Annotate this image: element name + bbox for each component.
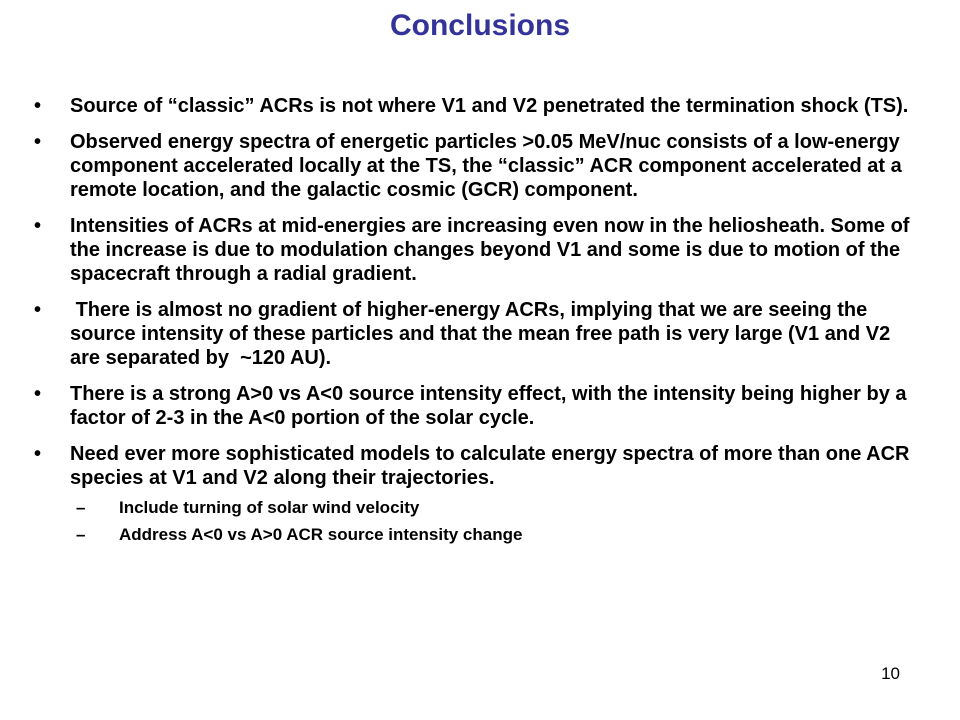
bullet-text: Source of “classic” ACRs is not where V1 and V2 penetrated the termination shock (TS). xyxy=(70,95,909,117)
bullet-item xyxy=(34,130,914,202)
bullet-item xyxy=(34,94,914,118)
slide-title: Conclusions xyxy=(389,9,570,42)
bullet-text: Need ever more sophisticated models to calculate energy spectra of more than one ACR species at V1 and V2 along their trajectories. xyxy=(70,443,910,489)
page-number: 10 xyxy=(881,664,900,683)
bullet-item xyxy=(34,214,914,286)
bullet-marker: • xyxy=(34,215,42,237)
bullet-marker: • xyxy=(34,383,42,405)
sub-bullet-item xyxy=(76,521,914,548)
bullet-item xyxy=(34,298,914,370)
sub-bullet-marker: – xyxy=(76,498,86,517)
sub-bullet-text: Include turning of solar wind velocity xyxy=(119,498,420,517)
bullet-text: There is a strong A>0 vs A<0 source intensity effect, with the intensity being higher by a factor of 2-3 in the A<0 portion of the solar cycle. xyxy=(70,383,907,429)
sub-bullet-list xyxy=(70,494,914,548)
bullet-text: There is almost no gradient of higher-energy ACRs, implying that we are seeing the source intensity of these particles and that the mean free path is very large (V1 and V2 are separated by ~120 AU). xyxy=(70,299,896,369)
bullet-item xyxy=(34,442,914,548)
bullet-marker: • xyxy=(34,131,42,153)
bullet-marker: • xyxy=(34,299,42,321)
bullet-marker: • xyxy=(34,95,42,117)
bullet-item xyxy=(34,382,914,430)
sub-bullet-marker: – xyxy=(76,525,86,544)
bullet-marker: • xyxy=(34,443,42,465)
sub-bullet-item xyxy=(76,494,914,521)
bullet-text: Intensities of ACRs at mid-energies are increasing even now in the heliosheath. Some of the increase is due to modulation changes beyond V1 and some is due to motion of the spacecraft through a radial gradient. xyxy=(70,215,910,285)
bullet-list xyxy=(34,94,914,560)
bullet-text: Observed energy spectra of energetic particles >0.05 MeV/nuc consists of a low-energy component accelerated locally at the TS, the “classic” ACR component accelerated at a remote location, and the galactic cosmic (GCR) component. xyxy=(70,131,902,201)
sub-bullet-text: Address A<0 vs A>0 ACR source intensity change xyxy=(119,525,523,544)
